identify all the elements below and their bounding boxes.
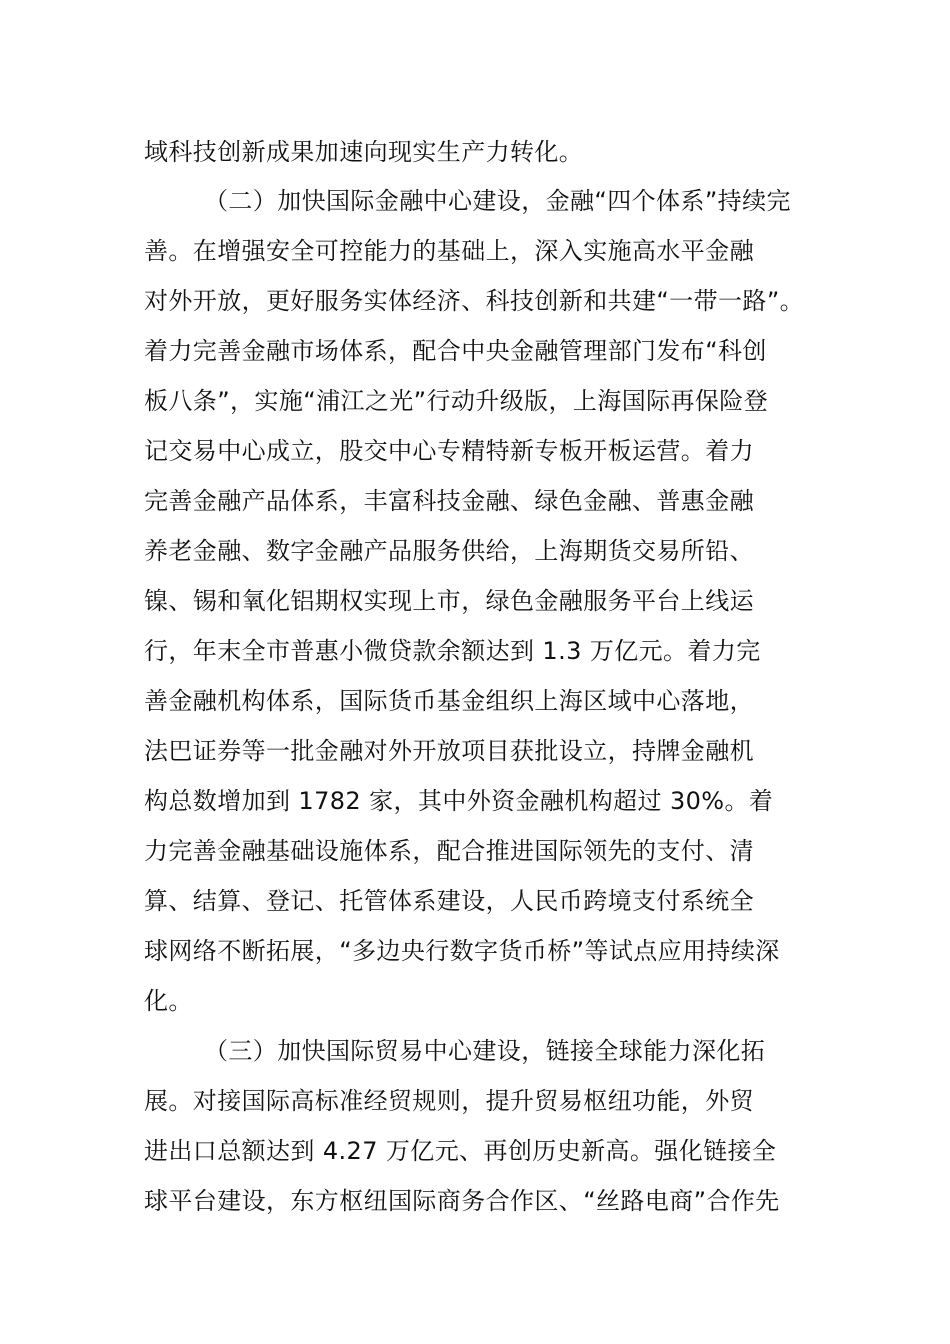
- text-line-21: 进出口总额达到 4.27 万亿元、再创历史新高。强化链接全: [144, 1137, 777, 1165]
- text-line-14: 构总数增加到 1782 家，其中外资金融机构超过 30%。着: [144, 787, 774, 815]
- text-line-13: 法巴证券等一批金融对外开放项目获批设立，持牌金融机: [144, 737, 754, 765]
- text-line-6: 板八条”，实施“浦江之光”行动升级版，上海国际再保险登: [144, 387, 769, 415]
- text-line-15: 力完善金融基础设施体系，配合推进国际领先的支付、清: [144, 837, 754, 865]
- text-line-20: 展。对接国际高标准经贸规则，提升贸易枢纽功能，外贸: [144, 1087, 754, 1115]
- text-line-22: 球平台建设，东方枢纽国际商务合作区、“丝路电商”合作先: [144, 1187, 780, 1215]
- text-line-5: 着力完善金融市场体系，配合中央金融管理部门发布“科创: [144, 337, 767, 365]
- text-line-10: 镍、锡和氧化铝期权实现上市，绿色金融服务平台上线运: [144, 587, 754, 615]
- text-line-11: 行，年末全市普惠小微贷款余额达到 1.3 万亿元。着力完: [144, 637, 761, 665]
- text-line-8: 完善金融产品体系，丰富科技金融、绿色金融、普惠金融: [144, 487, 754, 515]
- text-line-3: 善。在增强安全可控能力的基础上，深入实施高水平金融: [144, 237, 754, 265]
- text-line-7: 记交易中心成立，股交中心专精特新专板开板运营。着力: [144, 437, 754, 465]
- text-line-18: 化。: [144, 987, 193, 1015]
- text-line-1: 域科技创新成果加速向现实生产力转化。: [144, 138, 584, 166]
- text-line-4: 对外开放，更好服务实体经济、科技创新和共建“一带一路”。: [144, 287, 805, 315]
- text-line-12: 善金融机构体系，国际货币基金组织上海区域中心落地，: [144, 687, 754, 715]
- text-line-16: 算、结算、登记、托管体系建设，人民币跨境支付系统全: [144, 887, 754, 915]
- text-line-9: 养老金融、数字金融产品服务供给，上海期货交易所铅、: [144, 537, 754, 565]
- text-line-2: （二）加快国际金融中心建设，金融“四个体系”持续完: [204, 187, 791, 215]
- text-line-19: （三）加快国际贸易中心建设，链接全球能力深化拓: [204, 1037, 766, 1065]
- text-line-17: 球网络不断拓展，“多边央行数字货币桥”等试点应用持续深: [144, 937, 780, 965]
